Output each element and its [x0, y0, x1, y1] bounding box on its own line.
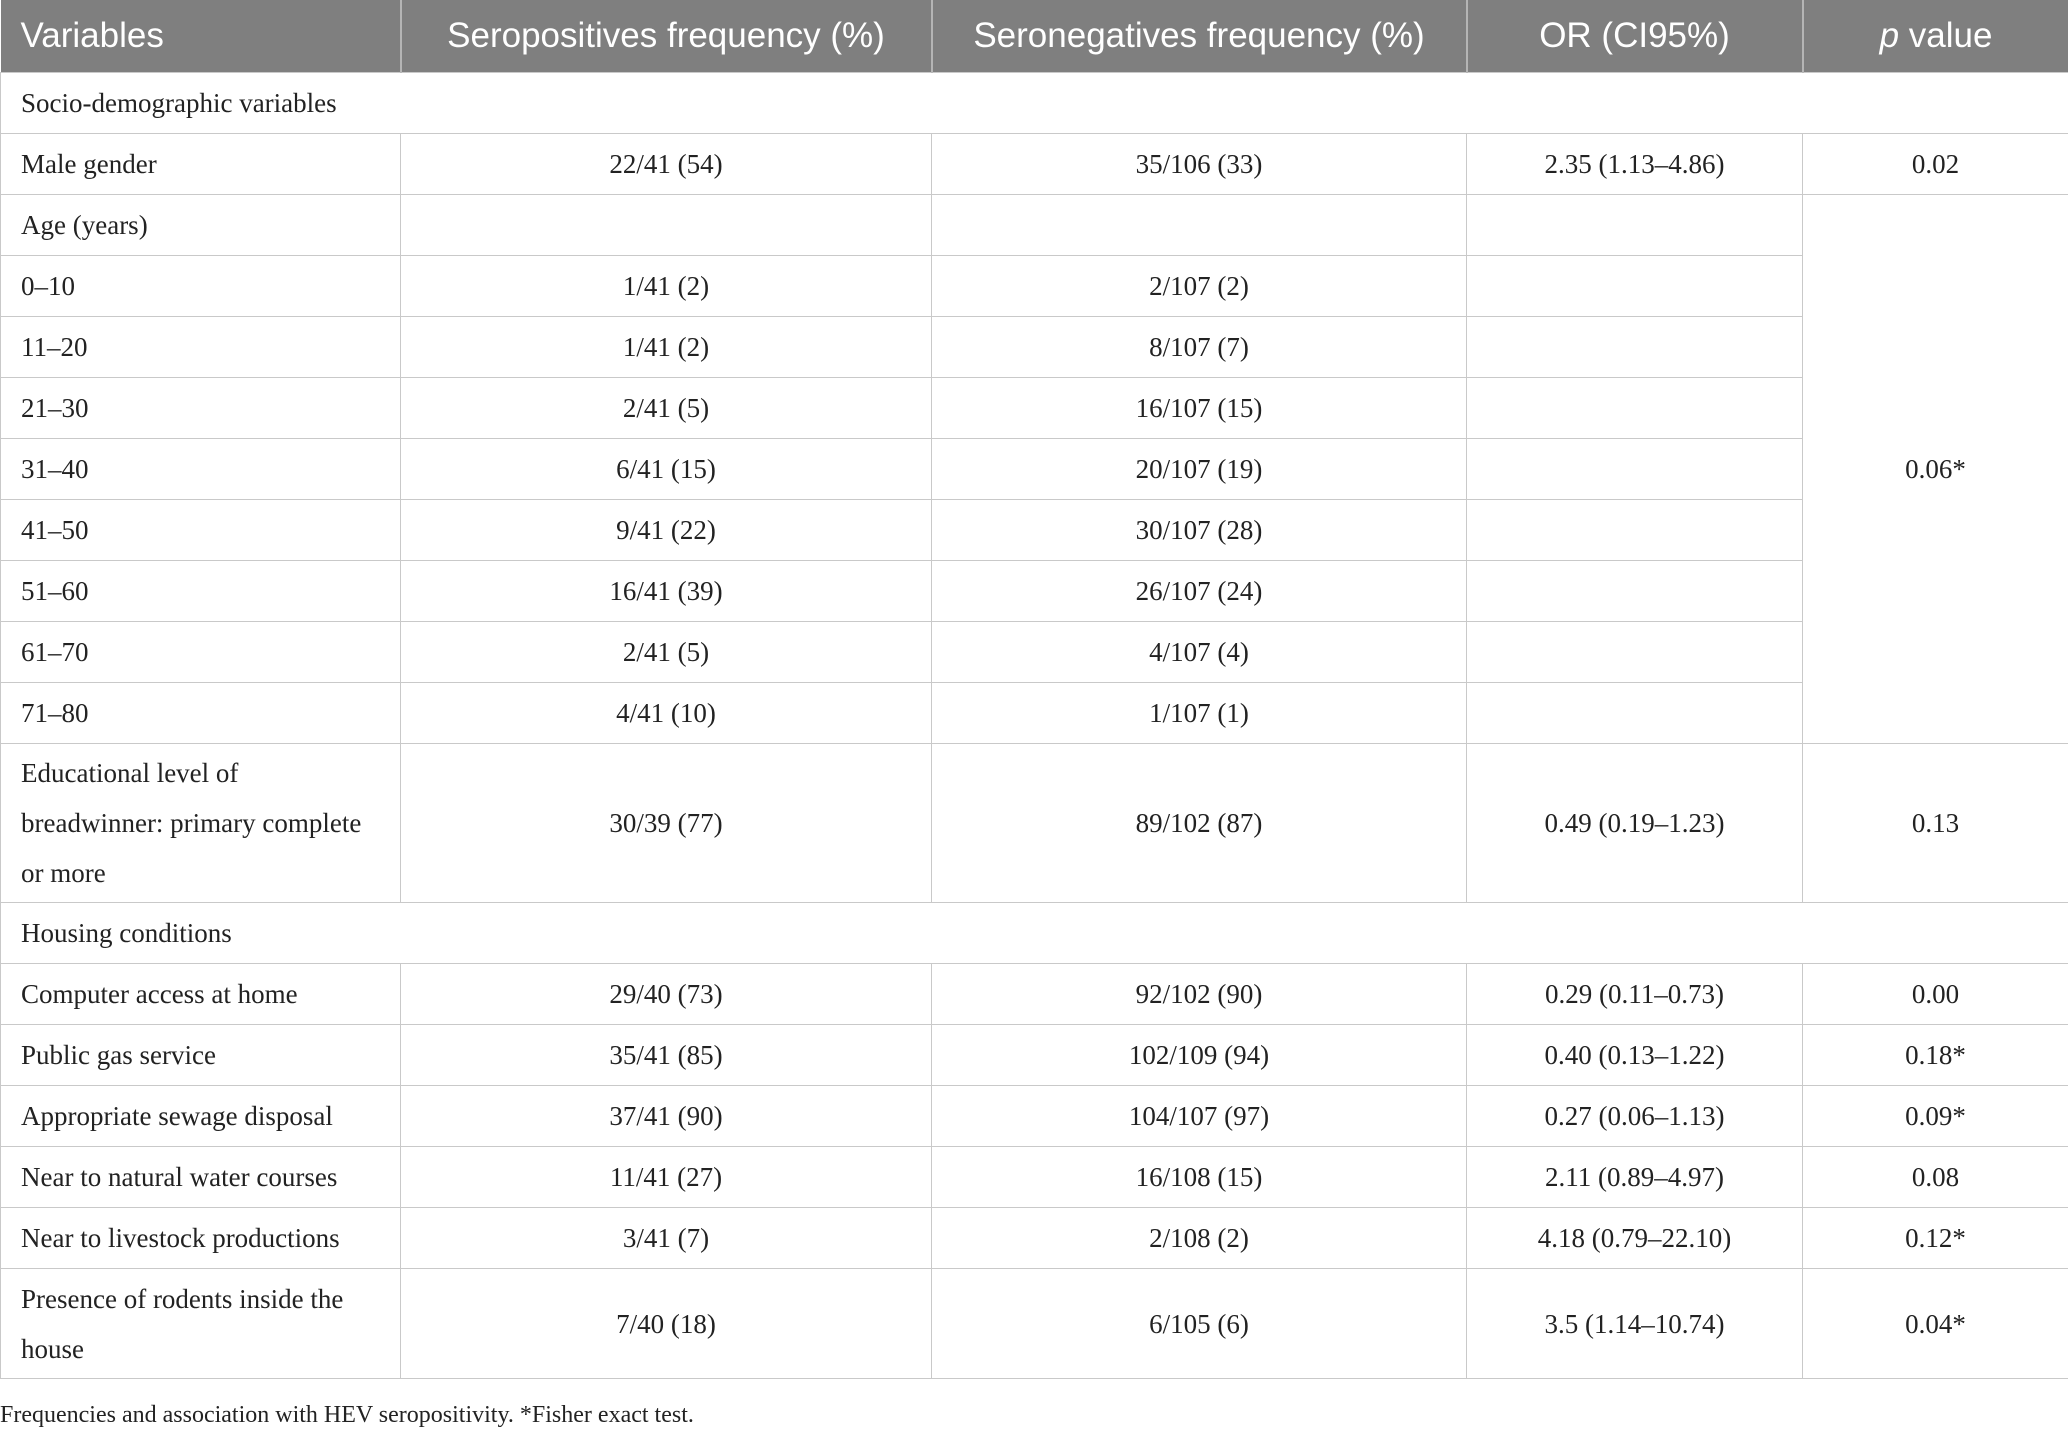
row-label: Public gas service — [1, 1025, 401, 1086]
seropositive-cell: 30/39 (77) — [401, 744, 932, 903]
table-row — [1, 964, 2068, 1025]
table-row — [1, 317, 2068, 378]
seropositive-cell: 2/41 (5) — [401, 378, 932, 439]
p-value-cell: 0.08 — [1803, 1147, 2068, 1208]
row-label: Male gender — [1, 134, 401, 195]
seropositive-cell: 35/41 (85) — [401, 1025, 932, 1086]
header-seropositives: Seropositives frequency (%) — [401, 0, 932, 73]
seropositive-cell: 22/41 (54) — [401, 134, 932, 195]
or-cell — [1467, 317, 1803, 378]
or-cell: 0.29 (0.11–0.73) — [1467, 964, 1803, 1025]
or-cell — [1467, 500, 1803, 561]
row-label: Near to livestock productions — [1, 1208, 401, 1269]
header-p-rest: value — [1899, 16, 1993, 55]
seronegative-cell: 4/107 (4) — [932, 622, 1467, 683]
table-row — [1, 195, 2068, 256]
or-cell — [1467, 439, 1803, 500]
p-value-cell: 0.04* — [1803, 1269, 2068, 1379]
p-value-cell: 0.00 — [1803, 964, 2068, 1025]
seronegative-cell: 6/105 (6) — [932, 1269, 1467, 1379]
or-cell — [1467, 256, 1803, 317]
seronegative-cell: 30/107 (28) — [932, 500, 1467, 561]
section-row — [1, 73, 2068, 134]
header-variables: Variables — [1, 0, 401, 73]
seronegative-cell: 20/107 (19) — [932, 439, 1467, 500]
or-cell: 2.11 (0.89–4.97) — [1467, 1147, 1803, 1208]
table-row — [1, 1269, 2068, 1379]
table-row — [1, 683, 2068, 744]
seronegative-cell: 16/108 (15) — [932, 1147, 1467, 1208]
seropositive-cell: 7/40 (18) — [401, 1269, 932, 1379]
seropositive-cell: 4/41 (10) — [401, 683, 932, 744]
table-row — [1, 378, 2068, 439]
p-value-cell: 0.13 — [1803, 744, 2068, 903]
table-row — [1, 561, 2068, 622]
row-label: 0–10 — [1, 256, 401, 317]
seronegative-cell — [932, 195, 1467, 256]
seronegative-cell: 26/107 (24) — [932, 561, 1467, 622]
table-footnote: Frequencies and association with HEV seropositivity. *Fisher exact test. — [0, 1402, 694, 1428]
seropositive-cell: 16/41 (39) — [401, 561, 932, 622]
or-cell — [1467, 561, 1803, 622]
or-cell — [1467, 683, 1803, 744]
or-cell — [1467, 378, 1803, 439]
row-label: 61–70 — [1, 622, 401, 683]
seropositive-cell: 3/41 (7) — [401, 1208, 932, 1269]
section-socio-demographic: Socio-demographic variables — [1, 73, 2068, 134]
seropositive-cell: 9/41 (22) — [401, 500, 932, 561]
p-value-cell: 0.09* — [1803, 1086, 2068, 1147]
seronegative-cell: 35/106 (33) — [932, 134, 1467, 195]
seropositive-cell: 6/41 (15) — [401, 439, 932, 500]
row-label: 41–50 — [1, 500, 401, 561]
row-label: 11–20 — [1, 317, 401, 378]
row-label: Near to natural water courses — [1, 1147, 401, 1208]
table-row — [1, 1025, 2068, 1086]
seronegative-cell: 2/107 (2) — [932, 256, 1467, 317]
seropositive-cell: 29/40 (73) — [401, 964, 932, 1025]
or-cell — [1467, 622, 1803, 683]
p-value-cell: 0.18* — [1803, 1025, 2068, 1086]
section-row — [1, 903, 2068, 964]
row-label: 21–30 — [1, 378, 401, 439]
seronegative-cell: 89/102 (87) — [932, 744, 1467, 903]
p-value-cell-age: 0.06* — [1803, 195, 2068, 744]
table-row — [1, 1208, 2068, 1269]
or-cell: 0.49 (0.19–1.23) — [1467, 744, 1803, 903]
p-value-cell: 0.02 — [1803, 134, 2068, 195]
table-row — [1, 622, 2068, 683]
or-cell: 0.27 (0.06–1.13) — [1467, 1086, 1803, 1147]
seropositive-cell: 37/41 (90) — [401, 1086, 932, 1147]
row-label: Appropriate sewage disposal — [1, 1086, 401, 1147]
seropositive-cell: 1/41 (2) — [401, 256, 932, 317]
header-p-italic: p — [1879, 16, 1900, 55]
header-p-value — [1803, 0, 2068, 73]
seronegative-cell: 92/102 (90) — [932, 964, 1467, 1025]
table-row — [1, 134, 2068, 195]
header-row — [1, 0, 2068, 73]
or-cell: 4.18 (0.79–22.10) — [1467, 1208, 1803, 1269]
row-label: 71–80 — [1, 683, 401, 744]
header-or: OR (CI95%) — [1467, 0, 1803, 73]
or-cell: 0.40 (0.13–1.22) — [1467, 1025, 1803, 1086]
section-housing: Housing conditions — [1, 903, 2068, 964]
header-seronegatives: Seronegatives frequency (%) — [932, 0, 1467, 73]
table-row — [1, 256, 2068, 317]
seronegative-cell: 1/107 (1) — [932, 683, 1467, 744]
or-cell: 2.35 (1.13–4.86) — [1467, 134, 1803, 195]
seronegative-cell: 104/107 (97) — [932, 1086, 1467, 1147]
or-cell: 3.5 (1.14–10.74) — [1467, 1269, 1803, 1379]
table-row — [1, 439, 2068, 500]
table-row — [1, 500, 2068, 561]
seronegative-cell: 2/108 (2) — [932, 1208, 1467, 1269]
seronegative-cell: 8/107 (7) — [932, 317, 1467, 378]
or-cell — [1467, 195, 1803, 256]
row-label: Age (years) — [1, 195, 401, 256]
seronegative-cell: 102/109 (94) — [932, 1025, 1467, 1086]
p-value-cell: 0.12* — [1803, 1208, 2068, 1269]
seropositive-cell: 2/41 (5) — [401, 622, 932, 683]
table-row — [1, 1086, 2068, 1147]
table-row — [1, 1147, 2068, 1208]
seronegative-cell: 16/107 (15) — [932, 378, 1467, 439]
row-label: 51–60 — [1, 561, 401, 622]
seropositive-cell: 1/41 (2) — [401, 317, 932, 378]
seropositive-cell — [401, 195, 932, 256]
row-label: Educational level of breadwinner: primary complete or more — [1, 744, 401, 903]
seropositive-cell: 11/41 (27) — [401, 1147, 932, 1208]
row-label: Computer access at home — [1, 964, 401, 1025]
table-row — [1, 744, 2068, 903]
row-label: Presence of rodents inside the house — [1, 1269, 401, 1379]
row-label: 31–40 — [1, 439, 401, 500]
